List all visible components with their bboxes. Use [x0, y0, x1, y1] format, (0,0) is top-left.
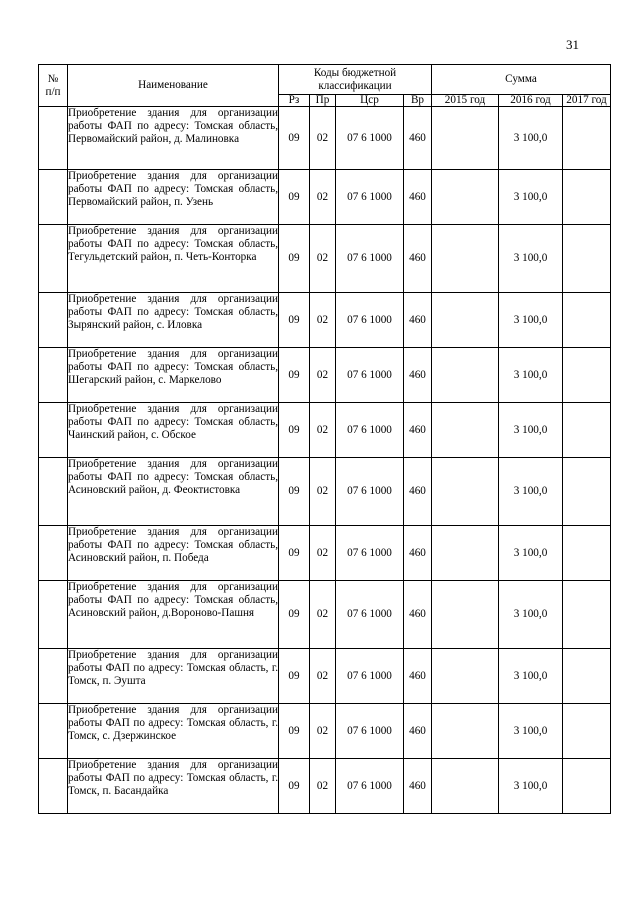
cell-csr: 07 6 1000 [336, 704, 404, 759]
header-vr: Вр [404, 95, 432, 107]
table-row [39, 225, 611, 293]
cell-2016: 3 100,0 [499, 526, 563, 581]
cell-2016: 3 100,0 [499, 225, 563, 293]
cell-name: Приобретение здания для организации работы ФАП по адресу: Томская область, Асиновский район, п. Победа [68, 526, 279, 581]
cell-num [39, 759, 68, 814]
cell-rz: 09 [279, 403, 310, 458]
cell-name: Приобретение здания для организации работы ФАП по адресу: Томская область, Шегарский район, с. Маркелово [68, 348, 279, 403]
header-csr: Цср [336, 95, 404, 107]
cell-2015 [432, 403, 499, 458]
cell-name: Приобретение здания для организации работы ФАП по адресу: Томская область, г. Томск, п. Басандайка [68, 759, 279, 814]
cell-2017 [563, 458, 611, 526]
cell-num [39, 526, 68, 581]
cell-rz: 09 [279, 649, 310, 704]
table-row [39, 107, 611, 170]
cell-name: Приобретение здания для организации работы ФАП по адресу: Томская область, г. Томск, п. Эушта [68, 649, 279, 704]
header-name: Наименование [68, 65, 279, 107]
cell-num [39, 581, 68, 649]
cell-name: Приобретение здания для организации работы ФАП по адресу: Томская область, Первомайский район, п. Узень [68, 170, 279, 225]
cell-2017 [563, 107, 611, 170]
cell-pr: 02 [310, 458, 336, 526]
table-row [39, 526, 611, 581]
cell-2017 [563, 403, 611, 458]
cell-vr: 460 [404, 704, 432, 759]
cell-2017 [563, 704, 611, 759]
cell-num [39, 293, 68, 348]
table-row [39, 704, 611, 759]
budget-table [38, 64, 611, 814]
cell-2015 [432, 170, 499, 225]
cell-2017 [563, 348, 611, 403]
cell-2016: 3 100,0 [499, 649, 563, 704]
table-row [39, 759, 611, 814]
cell-2017 [563, 581, 611, 649]
cell-csr: 07 6 1000 [336, 170, 404, 225]
cell-pr: 02 [310, 526, 336, 581]
cell-pr: 02 [310, 649, 336, 704]
cell-rz: 09 [279, 458, 310, 526]
cell-rz: 09 [279, 170, 310, 225]
header-rz: Рз [279, 95, 310, 107]
cell-2015 [432, 293, 499, 348]
cell-2017 [563, 293, 611, 348]
cell-rz: 09 [279, 293, 310, 348]
cell-2016: 3 100,0 [499, 704, 563, 759]
cell-vr: 460 [404, 458, 432, 526]
cell-2016: 3 100,0 [499, 581, 563, 649]
cell-name: Приобретение здания для организации работы ФАП по адресу: Томская область, г. Томск, с. Дзержинское [68, 704, 279, 759]
header-pr: Пр [310, 95, 336, 107]
cell-name: Приобретение здания для организации работы ФАП по адресу: Томская область, Асиновский район, д.Вороново-Пашня [68, 581, 279, 649]
table-row [39, 170, 611, 225]
cell-2016: 3 100,0 [499, 293, 563, 348]
cell-csr: 07 6 1000 [336, 649, 404, 704]
header-2016: 2016 год [499, 95, 563, 107]
cell-csr: 07 6 1000 [336, 293, 404, 348]
table-row [39, 581, 611, 649]
cell-rz: 09 [279, 704, 310, 759]
cell-2017 [563, 759, 611, 814]
cell-2015 [432, 107, 499, 170]
table-row [39, 348, 611, 403]
cell-2017 [563, 526, 611, 581]
cell-num [39, 348, 68, 403]
cell-2015 [432, 526, 499, 581]
header-num: № п/п [39, 65, 68, 107]
table-row [39, 649, 611, 704]
cell-csr: 07 6 1000 [336, 225, 404, 293]
cell-vr: 460 [404, 649, 432, 704]
cell-rz: 09 [279, 107, 310, 170]
cell-vr: 460 [404, 170, 432, 225]
cell-pr: 02 [310, 403, 336, 458]
cell-2015 [432, 649, 499, 704]
cell-vr: 460 [404, 581, 432, 649]
cell-2015 [432, 759, 499, 814]
cell-pr: 02 [310, 581, 336, 649]
cell-num [39, 403, 68, 458]
cell-pr: 02 [310, 293, 336, 348]
cell-rz: 09 [279, 581, 310, 649]
cell-2016: 3 100,0 [499, 348, 563, 403]
cell-name: Приобретение здания для организации работы ФАП по адресу: Томская область, Чаинский район, с. Обское [68, 403, 279, 458]
cell-name: Приобретение здания для организации работы ФАП по адресу: Томская область, Тегульдетский район, п. Четь-Конторка [68, 225, 279, 293]
cell-pr: 02 [310, 170, 336, 225]
cell-vr: 460 [404, 526, 432, 581]
cell-rz: 09 [279, 348, 310, 403]
header-codes: Коды бюджетной классификации [279, 65, 432, 95]
cell-num [39, 649, 68, 704]
page-number: 31 [566, 37, 579, 52]
cell-2016: 3 100,0 [499, 759, 563, 814]
cell-csr: 07 6 1000 [336, 348, 404, 403]
cell-name: Приобретение здания для организации работы ФАП по адресу: Томская область, Асиновский район, д. Феоктистовка [68, 458, 279, 526]
cell-pr: 02 [310, 107, 336, 170]
cell-vr: 460 [404, 759, 432, 814]
cell-pr: 02 [310, 348, 336, 403]
cell-csr: 07 6 1000 [336, 107, 404, 170]
table-body [39, 107, 611, 814]
cell-pr: 02 [310, 759, 336, 814]
cell-2015 [432, 458, 499, 526]
cell-2017 [563, 170, 611, 225]
cell-num [39, 704, 68, 759]
cell-rz: 09 [279, 225, 310, 293]
cell-csr: 07 6 1000 [336, 403, 404, 458]
cell-csr: 07 6 1000 [336, 759, 404, 814]
cell-2017 [563, 225, 611, 293]
table-header [39, 65, 611, 107]
cell-num [39, 225, 68, 293]
cell-num [39, 107, 68, 170]
cell-2016: 3 100,0 [499, 403, 563, 458]
cell-2017 [563, 649, 611, 704]
table-row [39, 458, 611, 526]
cell-csr: 07 6 1000 [336, 581, 404, 649]
cell-name: Приобретение здания для организации работы ФАП по адресу: Томская область, Зырянский район, с. Иловка [68, 293, 279, 348]
header-sum: Сумма [432, 65, 611, 95]
cell-2015 [432, 704, 499, 759]
cell-name: Приобретение здания для организации работы ФАП по адресу: Томская область, Первомайский район, д. Малиновка [68, 107, 279, 170]
cell-rz: 09 [279, 526, 310, 581]
cell-num [39, 458, 68, 526]
cell-2015 [432, 225, 499, 293]
cell-rz: 09 [279, 759, 310, 814]
cell-num [39, 170, 68, 225]
header-2015: 2015 год [432, 95, 499, 107]
cell-vr: 460 [404, 403, 432, 458]
cell-vr: 460 [404, 107, 432, 170]
cell-2016: 3 100,0 [499, 107, 563, 170]
cell-pr: 02 [310, 704, 336, 759]
header-2017: 2017 год [563, 95, 611, 107]
cell-pr: 02 [310, 225, 336, 293]
cell-vr: 460 [404, 293, 432, 348]
cell-csr: 07 6 1000 [336, 526, 404, 581]
cell-csr: 07 6 1000 [336, 458, 404, 526]
cell-2015 [432, 581, 499, 649]
cell-vr: 460 [404, 348, 432, 403]
table-row [39, 293, 611, 348]
cell-2016: 3 100,0 [499, 458, 563, 526]
cell-2015 [432, 348, 499, 403]
cell-vr: 460 [404, 225, 432, 293]
table-row [39, 403, 611, 458]
cell-2016: 3 100,0 [499, 170, 563, 225]
